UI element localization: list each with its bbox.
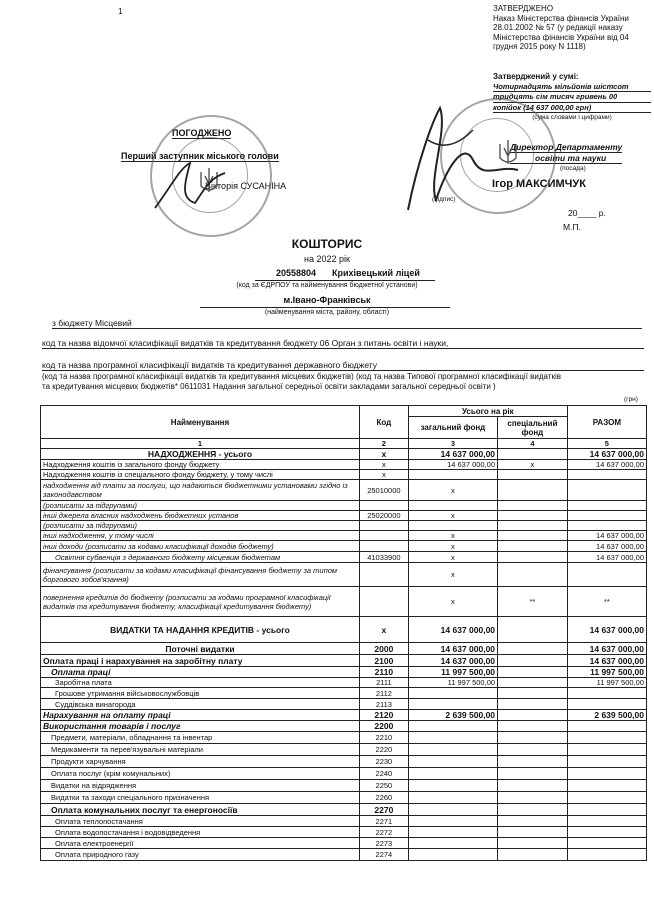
table-row <box>41 792 647 804</box>
header-special-fund: спеціальний фонд <box>498 417 568 439</box>
row-code <box>359 501 408 511</box>
row-total <box>567 501 646 511</box>
table-row <box>41 768 647 780</box>
row-total <box>567 827 646 838</box>
position-caption: (посада) <box>560 165 586 172</box>
row-code: 2272 <box>359 827 408 838</box>
row-general-fund <box>408 470 497 480</box>
col-number: 4 <box>498 439 568 449</box>
row-special-fund <box>498 756 568 768</box>
row-name: Медикаменти та перев'язувальні матеріали <box>41 744 360 756</box>
row-code: 2100 <box>359 655 408 667</box>
row-total: 14 637 000,00 <box>567 643 646 655</box>
row-name: НАДХОДЖЕННЯ - усього <box>41 449 360 460</box>
row-general-fund: 14 637 000,00 <box>408 643 497 655</box>
col-number: 3 <box>408 439 497 449</box>
row-total <box>567 849 646 861</box>
row-general-fund <box>408 804 497 816</box>
row-total <box>567 780 646 792</box>
row-code: 2210 <box>359 732 408 744</box>
row-total <box>567 744 646 756</box>
row-code: 2110 <box>359 667 408 678</box>
approval-title: ЗАТВЕРДЖЕНО <box>493 4 554 13</box>
col-number: 5 <box>567 439 646 449</box>
row-general-fund: х <box>408 511 497 521</box>
row-code: х <box>359 460 408 470</box>
row-total <box>567 563 646 587</box>
row-name: інші доходи (розписати за кодами класифікації доходів бюджету) <box>41 541 360 552</box>
row-name: інші надходження, у тому числі <box>41 531 360 541</box>
row-total: 14 637 000,00 <box>567 460 646 470</box>
row-name: інші джерела власних надходжень бюджетних установ <box>41 511 360 521</box>
row-general-fund <box>408 688 497 699</box>
row-code: х <box>359 617 408 643</box>
row-total: 14 637 000,00 <box>567 449 646 460</box>
document-year: на 2022 рік <box>304 254 350 264</box>
row-name: (розписати за підгрупами) <box>41 501 360 511</box>
row-general-fund: 14 637 000,00 <box>408 617 497 643</box>
row-general-fund: 11 997 500,00 <box>408 667 497 678</box>
row-special-fund <box>498 563 568 587</box>
row-general-fund <box>408 816 497 827</box>
row-name: ВИДАТКИ ТА НАДАННЯ КРЕДИТІВ - усього <box>41 617 360 643</box>
row-name: Нарахування на оплату праці <box>41 710 360 721</box>
row-total <box>567 688 646 699</box>
column-numbers-row <box>41 439 647 449</box>
row-special-fund <box>498 804 568 816</box>
approval-line: Міністерства фінансів України від 04 <box>493 32 629 42</box>
row-total <box>567 816 646 827</box>
table-row <box>41 511 647 521</box>
approval-line: грудня 2015 року N 1118) <box>493 42 586 51</box>
approval-date: 20____ р. <box>568 208 606 218</box>
row-code: 2113 <box>359 699 408 710</box>
row-special-fund <box>498 617 568 643</box>
row-name: повернення кредитів до бюджету (розписати за кодами програмної класифікації видатків та кредитування бюджету, класифікації кредитування бюджету) <box>41 587 360 617</box>
row-total <box>567 480 646 501</box>
row-special-fund <box>498 667 568 678</box>
row-special-fund <box>498 721 568 732</box>
signature-caption: (підпис) <box>432 196 456 203</box>
row-code: 2220 <box>359 744 408 756</box>
row-code: х <box>359 449 408 460</box>
row-special-fund <box>498 449 568 460</box>
row-code: 2120 <box>359 710 408 721</box>
program-classification: код та назва програмної класифікації видатків та кредитування державного бюджету <box>42 360 644 371</box>
signature-left <box>150 158 230 218</box>
row-name: Оплата електроенергії <box>41 838 360 849</box>
row-name: Оплата водопостачання і водовідведення <box>41 827 360 838</box>
row-code: 2112 <box>359 688 408 699</box>
row-general-fund: х <box>408 480 497 501</box>
mp-mark: М.П. <box>563 222 581 232</box>
row-code <box>359 521 408 531</box>
row-total: 14 637 000,00 <box>567 655 646 667</box>
row-special-fund: ** <box>498 587 568 617</box>
row-special-fund <box>498 688 568 699</box>
row-name: Оплата природного газу <box>41 849 360 861</box>
row-total: 14 637 000,00 <box>567 531 646 541</box>
row-code: 2274 <box>359 849 408 861</box>
row-general-fund <box>408 699 497 710</box>
table-row <box>41 470 647 480</box>
row-total: 14 637 000,00 <box>567 541 646 552</box>
row-total <box>567 521 646 531</box>
approved-sum-line: тридцять сім тисяч гривень 00 <box>493 92 651 103</box>
table-row <box>41 655 647 667</box>
row-special-fund <box>498 678 568 688</box>
row-name: Видатки на відрядження <box>41 780 360 792</box>
row-general-fund: 11 997 500,00 <box>408 678 497 688</box>
row-special-fund <box>498 501 568 511</box>
row-general-fund <box>408 756 497 768</box>
table-row <box>41 804 647 816</box>
row-total <box>567 721 646 732</box>
row-code: 2270 <box>359 804 408 816</box>
row-general-fund: х <box>408 552 497 563</box>
approved-sum-line: Чотирнадцять мільйонів шістсот <box>493 82 651 93</box>
row-total <box>567 792 646 804</box>
table-row <box>41 827 647 838</box>
row-general-fund: х <box>408 563 497 587</box>
city-name: м.Івано-Франківськ <box>283 295 371 305</box>
row-code: х <box>359 470 408 480</box>
trident-emblem-icon <box>496 138 520 168</box>
row-name: Продукти харчування <box>41 756 360 768</box>
row-special-fund <box>498 552 568 563</box>
row-total: 11 997 500,00 <box>567 667 646 678</box>
agreed-position: Перший заступник міського голови <box>121 151 279 161</box>
row-general-fund <box>408 521 497 531</box>
currency-unit: (грн) <box>624 396 638 403</box>
budget-line: з бюджету Місцевий <box>52 318 642 329</box>
row-code: 2000 <box>359 643 408 655</box>
row-name: (розписати за підгрупами) <box>41 521 360 531</box>
row-general-fund: х <box>408 587 497 617</box>
row-code <box>359 541 408 552</box>
approved-sum-title: Затверджений у сумі: <box>493 72 579 81</box>
col-number: 2 <box>359 439 408 449</box>
row-general-fund <box>408 768 497 780</box>
row-code: 2111 <box>359 678 408 688</box>
table-row <box>41 643 647 655</box>
table-row <box>41 756 647 768</box>
table-row <box>41 617 647 643</box>
row-general-fund <box>408 849 497 861</box>
institution-rule <box>255 280 435 281</box>
row-special-fund <box>498 768 568 780</box>
city-rule <box>200 307 450 308</box>
row-name: Оплата праці <box>41 667 360 678</box>
row-code <box>359 563 408 587</box>
row-special-fund <box>498 480 568 501</box>
row-special-fund <box>498 470 568 480</box>
row-general-fund: 14 637 000,00 <box>408 449 497 460</box>
row-general-fund <box>408 501 497 511</box>
approved-sum-caption: (сума словами і цифрами) <box>532 114 612 121</box>
row-special-fund <box>498 643 568 655</box>
table-row <box>41 678 647 688</box>
approver-name: Ігор МАКСИМЧУК <box>492 178 586 190</box>
header-year-total: Усього на рік <box>408 406 567 417</box>
row-special-fund <box>498 732 568 744</box>
table-row <box>41 838 647 849</box>
row-general-fund: х <box>408 541 497 552</box>
row-name: Оплата послуг (крім комунальних) <box>41 768 360 780</box>
row-total <box>567 756 646 768</box>
row-general-fund: 14 637 000,00 <box>408 655 497 667</box>
row-general-fund <box>408 780 497 792</box>
row-name: Освітня субвенція з державного бюджету місцевим бюджетам <box>41 552 360 563</box>
row-general-fund: 2 639 500,00 <box>408 710 497 721</box>
row-code: 25010000 <box>359 480 408 501</box>
row-general-fund <box>408 721 497 732</box>
table-row <box>41 480 647 501</box>
table-row <box>41 587 647 617</box>
row-name: Поточні видатки <box>41 643 360 655</box>
row-total <box>567 470 646 480</box>
row-code: 2230 <box>359 756 408 768</box>
col-number: 1 <box>41 439 360 449</box>
institution-name: Крихівецький ліцей <box>332 268 420 278</box>
header-code: Код <box>359 406 408 439</box>
approver-position-l1: Директор Департаменту <box>510 142 623 152</box>
row-code: 25020000 <box>359 511 408 521</box>
row-code: 2271 <box>359 816 408 827</box>
approval-line: Наказ Міністерства фінансів України <box>493 13 629 23</box>
table-row <box>41 744 647 756</box>
agreed-title: ПОГОДЖЕНО <box>172 128 232 138</box>
row-total: 14 637 000,00 <box>567 617 646 643</box>
row-total <box>567 511 646 521</box>
row-special-fund <box>498 816 568 827</box>
table-row <box>41 732 647 744</box>
table-row <box>41 563 647 587</box>
agreed-name: Вікторія СУСАНІНА <box>205 181 287 191</box>
row-name: Надходження коштів із загального фонду бюджету <box>41 460 360 470</box>
table-row <box>41 699 647 710</box>
table-row <box>41 541 647 552</box>
table-row <box>41 501 647 511</box>
row-special-fund: х <box>498 460 568 470</box>
row-code: 2273 <box>359 838 408 849</box>
table-row <box>41 780 647 792</box>
row-special-fund <box>498 521 568 531</box>
row-special-fund <box>498 838 568 849</box>
table-row <box>41 449 647 460</box>
row-total: 14 637 000,00 <box>567 552 646 563</box>
row-total: 2 639 500,00 <box>567 710 646 721</box>
estimate-table <box>40 405 647 861</box>
row-special-fund <box>498 780 568 792</box>
table-row <box>41 531 647 541</box>
row-general-fund <box>408 827 497 838</box>
row-name: Оплата комунальних послуг та енергоносіїв <box>41 804 360 816</box>
row-code: 2240 <box>359 768 408 780</box>
header-name: Найменування <box>41 406 360 439</box>
page-mark: 1 <box>118 6 123 16</box>
local-program-classification: (код та назва програмної класифікації видатків та кредитування місцевих бюджетів) (код та назва Типової програмної класифікації видатків <box>42 372 562 381</box>
institution-caption: (код за ЄДРПОУ та найменування бюджетної установи) <box>236 282 418 289</box>
row-code: 2260 <box>359 792 408 804</box>
approval-line: 28.01.2002 № 57 (у редакції наказу <box>493 23 623 32</box>
departmental-classification: код та назва відомчої класифікації видатків та кредитування бюджету 06 Орган з питань освіти і науки, <box>42 338 644 349</box>
row-code: 41033900 <box>359 552 408 563</box>
row-total <box>567 804 646 816</box>
row-special-fund <box>498 541 568 552</box>
row-name: надходження від плати за послуги, що надаються бюджетними установами згідно із законодавством <box>41 480 360 501</box>
row-total <box>567 699 646 710</box>
row-general-fund <box>408 732 497 744</box>
row-name: Видатки та заходи спеціального призначення <box>41 792 360 804</box>
table-row <box>41 460 647 470</box>
row-code: 2200 <box>359 721 408 732</box>
row-special-fund <box>498 531 568 541</box>
row-name: Оплата теплопостачання <box>41 816 360 827</box>
city-caption: (найменування міста, району, області) <box>264 309 390 316</box>
row-special-fund <box>498 655 568 667</box>
row-special-fund <box>498 710 568 721</box>
typical-program-classification: та кредитування місцевих бюджетів* 0611031 Надання загальної середньої освіти закладами загальної середньої освіти ) <box>42 382 496 391</box>
row-special-fund <box>498 511 568 521</box>
row-total: 11 997 500,00 <box>567 678 646 688</box>
table-row <box>41 816 647 827</box>
table-row <box>41 688 647 699</box>
table-row <box>41 667 647 678</box>
row-name: Заробітна плата <box>41 678 360 688</box>
row-total <box>567 838 646 849</box>
row-code: 2250 <box>359 780 408 792</box>
table-row <box>41 721 647 732</box>
row-name: Грошове утримання військовослужбовців <box>41 688 360 699</box>
row-general-fund <box>408 838 497 849</box>
row-general-fund: х <box>408 531 497 541</box>
row-name: фінансування (розписати за кодами класифікації фінансування бюджету за типом боргового зобов'язання) <box>41 563 360 587</box>
row-name: Надходження коштів із спеціального фонду бюджету, у тому числі <box>41 470 360 480</box>
row-general-fund: 14 637 000,00 <box>408 460 497 470</box>
approver-position-l2: освіти та науки <box>510 153 622 164</box>
row-code <box>359 587 408 617</box>
row-name: Оплата праці і нарахування на заробітну плату <box>41 655 360 667</box>
table-row <box>41 849 647 861</box>
table-row <box>41 521 647 531</box>
row-special-fund <box>498 744 568 756</box>
row-special-fund <box>498 849 568 861</box>
edrpou-code: 20558804 <box>276 268 317 278</box>
row-general-fund <box>408 792 497 804</box>
row-general-fund <box>408 744 497 756</box>
header-total: РАЗОМ <box>567 406 646 439</box>
row-special-fund <box>498 792 568 804</box>
row-special-fund <box>498 699 568 710</box>
table-row <box>41 710 647 721</box>
row-total <box>567 732 646 744</box>
table-row <box>41 552 647 563</box>
row-name: Предмети, матеріали, обладнання та інвентар <box>41 732 360 744</box>
document-title: КОШТОРИС <box>291 237 363 251</box>
row-special-fund <box>498 827 568 838</box>
row-total: ** <box>567 587 646 617</box>
row-total <box>567 768 646 780</box>
row-code <box>359 531 408 541</box>
approved-sum-line: копійок (14 637 000,00 грн) <box>493 103 651 114</box>
row-name: Використання товарів і послуг <box>41 721 360 732</box>
approval-block <box>493 4 651 52</box>
header-general-fund: загальний фонд <box>408 417 497 439</box>
row-name: Суддівська винагорода <box>41 699 360 710</box>
